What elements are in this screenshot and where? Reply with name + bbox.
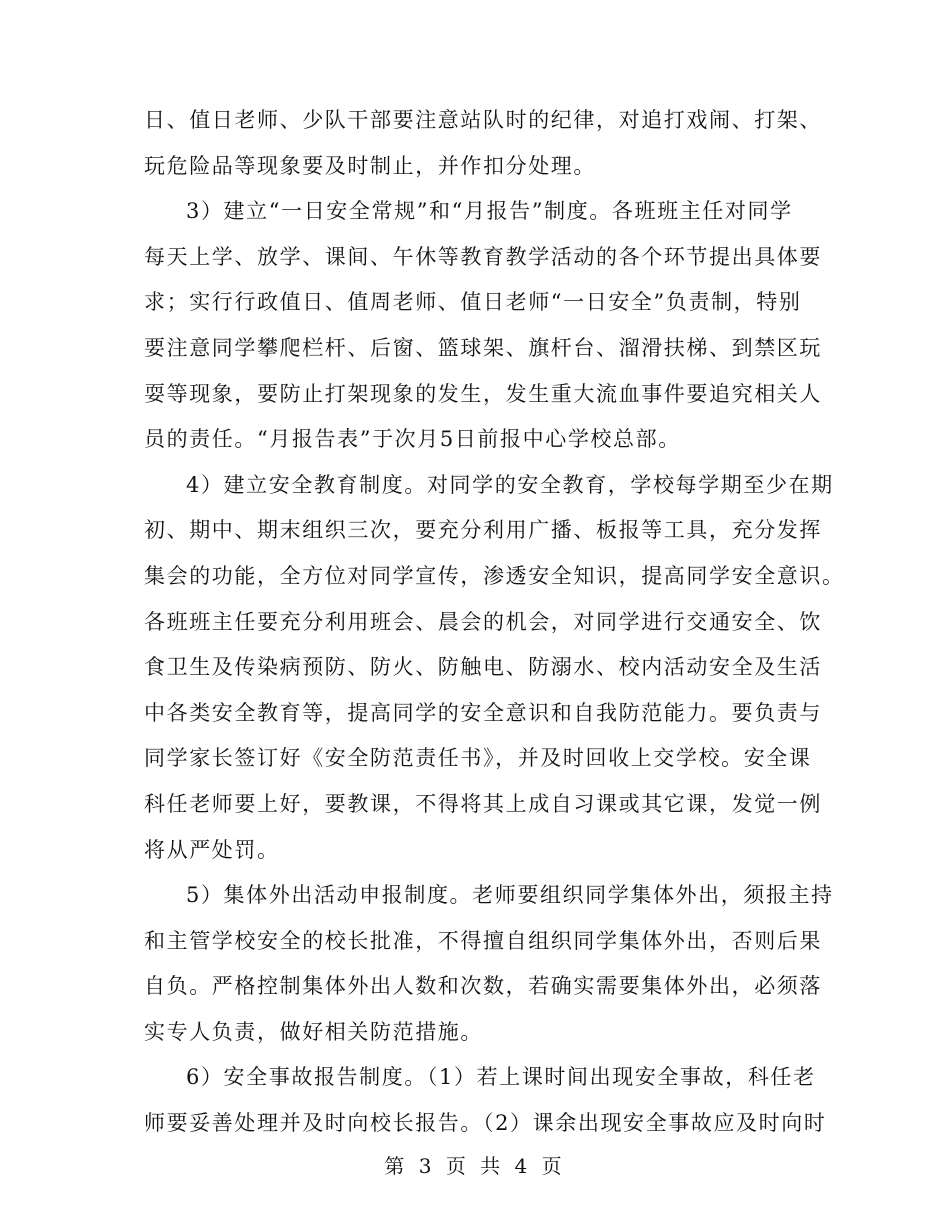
text-line: 员的责任。“月报告表”于次月5日前报中心学校总部。 [144,427,681,452]
document-body [144,98,845,1147]
page-number-footer: 第 3 页 共 4 页 [384,1154,566,1178]
text-line: 求；实行行政值日、值周老师、值日老师“一日安全”负责制，特别 [144,290,802,315]
text-line: 玩危险品等现象要及时制止，并作扣分处理。 [144,153,596,178]
paragraph-start-line: 6）安全事故报告制度。（1）若上课时间出现安全事故，科任老 [186,1065,816,1090]
paragraph-start-line: 3）建立“一日安全常规”和“月报告”制度。各班班主任对同学 [186,199,793,224]
paragraph-start-line: 5）集体外出活动申报制度。老师要组织同学集体外出，须报主持 [186,883,834,908]
text-line: 初、期中、期末组织三次，要充分利用广播、板报等工具，充分发挥 [144,518,822,543]
text-line: 自负。严格控制集体外出人数和次数，若确实需要集体外出，必须落 [144,974,822,999]
text-line: 将从严处罚。 [144,837,280,862]
text-line: 师要妥善处理并及时向校长报告。（2）课余出现安全事故应及时向时 [144,1111,827,1136]
text-line: 和主管学校安全的校长批准，不得擅自组织同学集体外出，否则后果 [144,928,822,953]
paragraph-start-line: 4）建立安全教育制度。对同学的安全教育，学校每学期至少在期 [186,472,834,497]
text-line: 集会的功能，全方位对同学宣传，渗透安全知识，提高同学安全意识。 [144,563,845,588]
text-line: 要注意同学攀爬栏杆、后窗、篮球架、旗杆台、溜滑扶梯、到禁区玩 [144,335,822,360]
text-line: 实专人负责，做好相关防范措施。 [144,1019,483,1044]
text-line: 食卫生及传染病预防、防火、防触电、防溺水、校内活动安全及生活 [144,655,822,680]
text-line: 中各类安全教育等，提高同学的安全意识和自我防范能力。要负责与 [144,700,822,725]
text-line: 每天上学、放学、课间、午休等教育教学活动的各个环节提出具体要 [144,244,822,269]
text-line: 耍等现象，要防止打架现象的发生，发生重大流血事件要追究相关人 [144,381,822,406]
text-line: 同学家长签订好《安全防范责任书》，并及时回收上交学校。安全课 [144,746,812,771]
text-line: 日、值日老师、少队干部要注意站队时的纪律，对追打戏闹、打架、 [144,108,822,132]
text-line: 科任老师要上好，要教课，不得将其上成自习课或其它课，发觉一例 [144,791,822,816]
text-line: 各班班主任要充分利用班会、晨会的机会，对同学进行交通安全、饮 [144,609,822,634]
